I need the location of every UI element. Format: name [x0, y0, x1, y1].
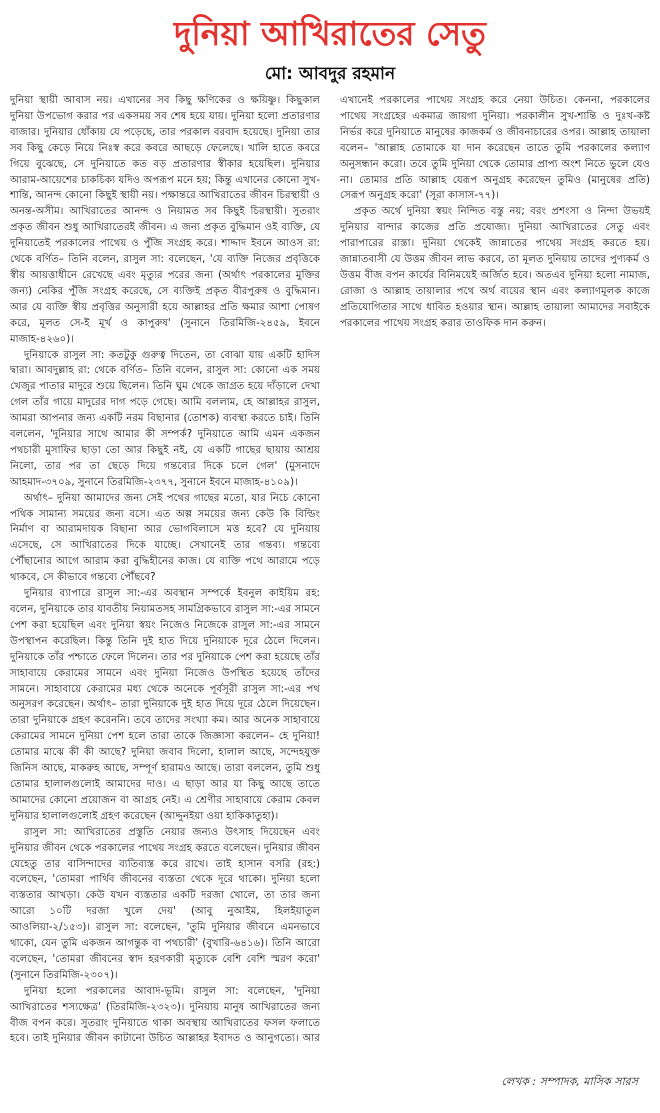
article-body	[10, 93, 650, 1053]
author-name: মো: আবদুর রহমান	[264, 64, 396, 84]
paragraph-7: প্রকৃত অর্থে দুনিয়া স্বয়ং নিন্দিত বস্তু নয়; বরং প্রশংসা ও নিন্দা উভয়ই দুনিয়ার বান্দার কাজের প্রতি প্রযোজ্য। দুনিয়া আখিরাতের সেতু এবং পারাপারের রাস্তা। দুনিয়া থেকেই জান্নাতের পাথেয় সংগ্রহ করতে হয়। জান্নাতবাসী যে উত্তম জীবন লাভ করবে, তা মূলত দুনিয়ায় তাদের পুণ্যকর্ম ও উত্তম বীজ বপন কার্যের বিনিময়েই অর্জিত হবে। অতএব দুনিয়া হলো নামাজ, রোজা ও আল্লাহ তায়ালার পথে অর্থ ব্যয়ের স্থান এবং কল্যাণমূলক কাজে প্রতিযোগিতার সাথে ধাবিত হওয়ার স্থান। আল্লাহ তায়ালা আমাদের সবাইকে পরকালের পাথেয় সংগ্রহ করার তাওফিক দান করুন।	[340, 206, 650, 329]
paragraph-5: রাসুল সা: আখিরাতের প্রস্তুতি নেয়ার জন্যও উৎসাহ দিয়েছেন এবং দুনিয়ার জীবন থেকে পরকালের পাথেয় সংগ্রহ করতে বলেছেন। দুনিয়ার জীবন যেহেতু তার বাসিন্দাদের ব্যতিব্যস্ত করে রাখে। তাই হাসান বসরি (রহ:) বলেছেন, 'তোমরা পার্থিব জীবনের ব্যস্ততা থেকে দূরে থাকো। দুনিয়া হলো ব্যস্ততার আখড়া। কেউ যখন ব্যস্ততার একটি দরজা খোলে, তা তার জন্য আরো ১০টি দরজা খুলে দেয়' (আবু নুআইম, হিলইয়াতুল আওলিয়া-২/১৫৩)। রাসুল সা: বলেছেন, 'তুমি দুনিয়ার জীবনে এমনভাবে থাকো, যেন তুমি একজন আগন্তুক বা পথচারী' (বুখারি-৬৪১৬)। তিনি আরো বলেছেন, 'তোমরা জীবনের স্বাদ হরণকারী মৃত্যুকে বেশি বেশি স্মরণ করো' (সুনানে তিরমিজি-২৩০৭)।	[10, 826, 320, 981]
paragraph-3: অর্থাৎ– দুনিয়া আমাদের জন্য সেই পথের গাছের মতো, যার নিচে কোনো পথিক সামান্য সময়ের জন্য বসে। এত অল্প সময়ের জন্য কেউ কি বিল্ডিং নির্মাণ বা আরামদায়ক বিছানা আর ভোগবিলাসে মত্ত হবে? যে দুনিয়ায় এসেছে, সে আখিরাতের দিকে যাচ্ছে। সেখানেই তার গন্তব্য। গন্তব্যে পৌঁছানোর আগে আরাম করা বুদ্ধিহীনের কাজ। যে ব্যক্তি পথে আরামে পড়ে থাকবে, সে কীভাবে গন্তব্যে পৌঁছবে?	[10, 492, 320, 584]
paragraph-6: দুনিয়া হলো পরকালের আবাদ-ভূমি। রাসুল সা: বলেছেন, 'দুনিয়া আখিরাতের শস্যক্ষেত্র' (তিরমিজি-২৩২৩)। দুনিয়ায় মানুষ আখিরাতের জন্য বীজ বপন করে। সুতরাং দুনিয়াতে থাকা অবস্থায় আখিরাতের ফসল ফলাতে হবে। তাই দুনিয়ার জীবন কাটানো উচিত আল্লাহর ইবাদত ও আনুগত্যে। আর এখানেই পরকালের পাথেয় সংগ্রহ করে নেয়া উচিত। কেননা, পরকালের পাথেয় সংগ্রহের একমাত্র জায়গা দুনিয়া। পরকালীন সুখ-শান্তি ও দুঃখ-কষ্ট নির্ভর করে দুনিয়াতে মানুষের কাজকর্ম ও জীবনাচারের ওপর। আল্লাহ তায়ালা বলেন– 'আল্লাহ তোমাকে যা দান করেছেন তাতে তুমি পরকালের কল্যাণ অনুসন্ধান করো। তবে তুমি দুনিয়া থেকে তোমার প্রাপ্য অংশ নিতে ভুলে যেও না। তোমার প্রতি আল্লাহ যেরূপ অনুগ্রহ করেছেন তুমিও (মানুষের প্রতি) সেরূপ অনুগ্রহ করো' (সূরা কাসাস-৭৭)।	[10, 95, 650, 1045]
article-header	[0, 0, 660, 92]
author-credit: লেখক : সম্পাদক, মাসিক সারস	[501, 1075, 638, 1088]
paragraph-1: দুনিয়া স্থায়ী আবাস নয়। এখানের সব কিছু ক্ষণিকের ও ক্ষয়িষ্ণু। কিছুকাল দুনিয়া উপভোগ করার পর একসময় সব শেষ হয়ে যায়। দুনিয়া হলো প্রতারণার বাজার। দুনিয়ার ধোঁকায় যে পড়েছে, তার পরকাল বরবাদ হয়েছে। দুনিয়া তার সব কিছু কেড়ে নিয়ে নিঃস্ব করে কবরে আছড়ে ফেলেছে। খালি হাতে কবরে গিয়ে বুঝেছে, সে দুনিয়াতে কত বড় প্রতারণার স্বীকার হয়েছিল। দুনিয়ার আরাম-আয়েশের চাকচিক্য যদিও অপরূপ মনে হয়; কিন্তু এখানের কোনো সুখ-শান্তি, আনন্দ কোনো কিছুই স্থায়ী নয়। পক্ষান্তরে আখিরাতের জীবন চিরস্থায়ী ও অনন্ত-অসীম। আখিরাতের আনন্দ ও নিয়ামত সব কিছুই চিরস্থায়ী। সুতরাং প্রকৃত জীবন শুধু আখিরাতেরই জীবন। এ জন্য প্রকৃত বুদ্ধিমান ওই ব্যক্তি, যে দুনিয়াতেই পরকালের পাথেয় ও পুঁজি সংগ্রহ করে। শাদ্দাদ ইবনে আওস রা: থেকে বর্ণিত– তিনি বলেন, রাসুল সা: বলেছেন, 'যে ব্যক্তি নিজের প্রবৃত্তিকে স্বীয় আয়ত্তাধীনে রেখেছে এবং মৃত্যুর পরের জন্য (অর্থাৎ পরকালের মুক্তির জন্য) নেকির পুঁজি সংগ্রহ করেছে, সে ব্যক্তিই প্রকৃত বীরপুরুষ ও বুদ্ধিমান। আর যে ব্যক্তি স্বীয় প্রবৃত্তির অনুসারী হয়ে আল্লাহর প্রতি ক্ষমার আশা পোষণ করে, মূলত সে-ই মূর্খ ও কাপুরুষ' (সুনানে তিরমিজি-২৪৫৯, ইবনে মাজাহ-৪২৬০)।	[10, 95, 321, 345]
paragraph-2: দুনিয়াকে রাসুল সা: কতটুকু গুরুত্ব দিতেন, তা বোঝা যায় একটি হাদিস দ্বারা। আবদুল্লাহ রা: থেকে বর্ণিত– তিনি বলেন, রাসুল সা: কোনো এক সময় খেজুর পাতার মাদুরে শুয়ে ছিলেন। তিনি ঘুম থেকে জাগ্রত হয়ে দাঁড়ালে দেখা গেল তাঁর গায়ে মাদুরের দাগ পড়ে গেছে। আমি বললাম, হে আল্লাহর রাসুল, আমরা আপনার জন্য একটি নরম বিছানার (তোশক) ব্যবস্থা করতে চাই। তিনি বললেন, 'দুনিয়ার সাথে আমার কী সম্পর্ক? দুনিয়াতে আমি এমন একজন পথচারী মুসাফির ছাড়া তো আর কিছুই নই, যে একটি গাছের ছায়ায় আশ্রয় নিলো, তার পর তা ছেড়ে দিয়ে গন্তব্যের দিকে চলে গেল' (মুসনাদে আহমাদ-৩৭০৯, সুনানে তিরমিজি-২৩৭৭, সুনানে ইবনে মাজাহ-৪১০৯)।	[10, 349, 320, 488]
paragraph-4: দুনিয়ার ব্যাপারে রাসুল সা:-এর অবস্থান সম্পর্কে ইবনুল কাইয়িম রহ: বলেন, দুনিয়াকে তার যাবতীয় নিয়ামতসহ সামগ্রিকভাবে রাসুল সা:-এর সামনে পেশ করা হয়েছিল এবং দুনিয়া স্বয়ং নিজেও নিজেকে রাসুল সা:-এর সামনে উপস্থাপন করেছিল। কিন্তু তিনি দুই হাত দিয়ে দুনিয়াকে দূরে ঠেলে দিলেন। দুনিয়াকে তাঁর পশ্চাতে ফেলে দিলেন। তার পর দুনিয়াকে পেশ করা হয়েছে তাঁর সাহাবায়ে কেরামের সামনে এবং দুনিয়া নিজেও উপস্থিত হয়েছে তাঁদের সামনে। সাহাবায়ে কেরামের মধ্য থেকে অনেকে পূর্বসূরী রাসুল সা:-এর পথ অনুসরণ করেছেন। অর্থাৎ– তারা দুনিয়াকে দুই হাত দিয়ে দূরে ঠেলে দিয়েছেন। তারা দুনিয়াকে গ্রহণ করেননি। তবে তাদের সংখ্যা কম। আর অনেক সাহাবায়ে কেরামের সামনে দুনিয়া পেশ হলে তারা তাকে জিজ্ঞাসা করলেন– হে দুনিয়া! তোমার মাঝে কী কী আছে? দুনিয়া জবাব দিলো, হালাল আছে, সন্দেহযুক্ত জিনিস আছে, মাকরুহ আছে, সম্পূর্ণ হারামও আছে। তারা বললেন, তুমি শুধু তোমার হালালগুলোই আমাদের দাও। এ ছাড়া আর যা কিছু আছে তাতে আমাদের কোনো প্রয়োজন বা আগ্রহ নেই। এ শ্রেণীর সাহাবায়ে কেরাম কেবল দুনিয়ার হালালগুলোই গ্রহণ করেছেন (আদ্দুনইয়া ওয়া হাকিকাতুহা)।	[10, 588, 320, 822]
article-title: দুনিয়া আখিরাতের সেতু	[174, 14, 486, 53]
